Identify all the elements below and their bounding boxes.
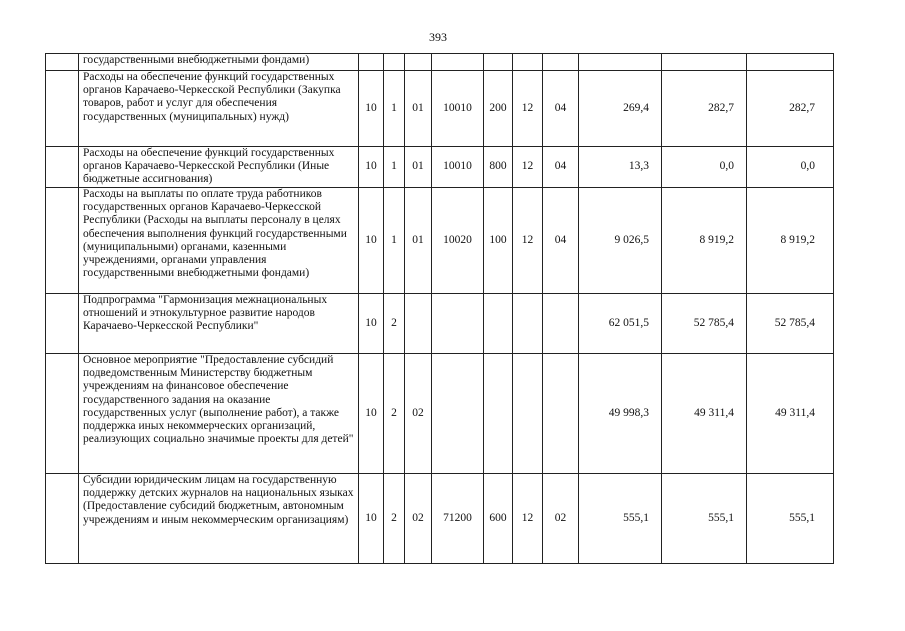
table-row <box>46 71 834 147</box>
code-cell <box>432 54 484 71</box>
code-cell: 02 <box>405 474 432 564</box>
code-cell: 2 <box>384 354 405 474</box>
amount-cell: 8 919,2 <box>747 188 834 294</box>
code-cell: 2 <box>384 474 405 564</box>
code-cell: 1 <box>384 71 405 147</box>
row-description: государственными внебюджетными фондами) <box>79 54 359 71</box>
code-cell: 800 <box>484 147 513 188</box>
amount-cell: 62 051,5 <box>579 294 662 354</box>
amount-cell: 0,0 <box>747 147 834 188</box>
code-cell: 12 <box>513 188 543 294</box>
code-cell <box>432 354 484 474</box>
code-cell: 100 <box>484 188 513 294</box>
code-cell <box>484 354 513 474</box>
code-cell: 04 <box>543 71 579 147</box>
code-cell: 10 <box>359 71 384 147</box>
amount-cell: 269,4 <box>579 71 662 147</box>
code-cell <box>384 54 405 71</box>
amount-cell: 13,3 <box>579 147 662 188</box>
code-cell: 01 <box>405 71 432 147</box>
code-cell <box>484 294 513 354</box>
code-cell <box>513 54 543 71</box>
code-cell <box>432 294 484 354</box>
row-description: Расходы на обеспечение функций государственных органов Карачаево-Черкесской Республики (Иные бюджетные ассигнования) <box>79 147 359 188</box>
code-cell: 1 <box>384 188 405 294</box>
code-cell <box>405 294 432 354</box>
code-cell <box>405 54 432 71</box>
code-cell <box>513 354 543 474</box>
code-cell: 02 <box>543 474 579 564</box>
amount-cell: 8 919,2 <box>662 188 747 294</box>
table-row <box>46 474 834 564</box>
row-description: Основное мероприятие "Предоставление субсидий подведомственным Министерству бюджетным учреждениям на финансовое обеспечение государственного задания на оказание государственных услуг (выполнение работ), а также поддержка иных некоммерческих организаций, реализующих социально значимые проекты для детей" <box>79 354 359 474</box>
code-cell: 71200 <box>432 474 484 564</box>
table-row <box>46 147 834 188</box>
row-stub-cell <box>46 188 79 294</box>
table-row <box>46 54 834 71</box>
amount-cell: 49 311,4 <box>747 354 834 474</box>
amount-cell: 0,0 <box>662 147 747 188</box>
code-cell <box>513 294 543 354</box>
code-cell: 10 <box>359 474 384 564</box>
code-cell: 12 <box>513 147 543 188</box>
row-stub-cell <box>46 294 79 354</box>
row-description: Подпрограмма "Гармонизация межнациональных отношений и этнокультурное развитие народов Карачаево-Черкесской Республики" <box>79 294 359 354</box>
row-description: Расходы на обеспечение функций государственных органов Карачаево-Черкесской Республики (Закупка товаров, работ и услуг для обеспечения государственных (муниципальных) нужд) <box>79 71 359 147</box>
amount-cell <box>662 54 747 71</box>
amount-cell: 282,7 <box>662 71 747 147</box>
code-cell: 10 <box>359 188 384 294</box>
row-description: Расходы на выплаты по оплате труда работников государственных органов Карачаево-Черкесской Республики (Расходы на выплаты персоналу в целях обеспечения выполнения функций государственными (муниципальными) органами, казенными учреждениями, органами управления государственными внебюджетными фондами) <box>79 188 359 294</box>
code-cell: 2 <box>384 294 405 354</box>
table-row <box>46 188 834 294</box>
amount-cell: 555,1 <box>662 474 747 564</box>
amount-cell: 49 998,3 <box>579 354 662 474</box>
code-cell <box>484 54 513 71</box>
amount-cell: 555,1 <box>579 474 662 564</box>
code-cell: 02 <box>405 354 432 474</box>
code-cell <box>543 294 579 354</box>
code-cell: 10 <box>359 354 384 474</box>
code-cell: 1 <box>384 147 405 188</box>
code-cell <box>359 54 384 71</box>
code-cell: 12 <box>513 71 543 147</box>
code-cell: 10020 <box>432 188 484 294</box>
amount-cell: 9 026,5 <box>579 188 662 294</box>
code-cell: 12 <box>513 474 543 564</box>
row-stub-cell <box>46 474 79 564</box>
amount-cell: 52 785,4 <box>747 294 834 354</box>
code-cell: 200 <box>484 71 513 147</box>
code-cell: 01 <box>405 188 432 294</box>
amount-cell <box>579 54 662 71</box>
code-cell: 10010 <box>432 71 484 147</box>
table-row <box>46 294 834 354</box>
code-cell <box>543 54 579 71</box>
code-cell: 10010 <box>432 147 484 188</box>
row-stub-cell <box>46 147 79 188</box>
amount-cell: 555,1 <box>747 474 834 564</box>
row-stub-cell <box>46 54 79 71</box>
table-row <box>46 354 834 474</box>
budget-table <box>45 53 834 564</box>
amount-cell: 52 785,4 <box>662 294 747 354</box>
code-cell: 10 <box>359 147 384 188</box>
amount-cell: 282,7 <box>747 71 834 147</box>
row-stub-cell <box>46 71 79 147</box>
code-cell: 01 <box>405 147 432 188</box>
row-stub-cell <box>46 354 79 474</box>
code-cell: 600 <box>484 474 513 564</box>
row-description: Субсидии юридическим лицам на государственную поддержку детских журналов на национальных языках (Предоставление субсидий бюджетным, автономным учреждениям и иным некоммерческим организациям) <box>79 474 359 564</box>
amount-cell: 49 311,4 <box>662 354 747 474</box>
code-cell: 04 <box>543 188 579 294</box>
code-cell: 10 <box>359 294 384 354</box>
code-cell: 04 <box>543 147 579 188</box>
amount-cell <box>747 54 834 71</box>
page-number: 393 <box>429 30 447 44</box>
code-cell <box>543 354 579 474</box>
